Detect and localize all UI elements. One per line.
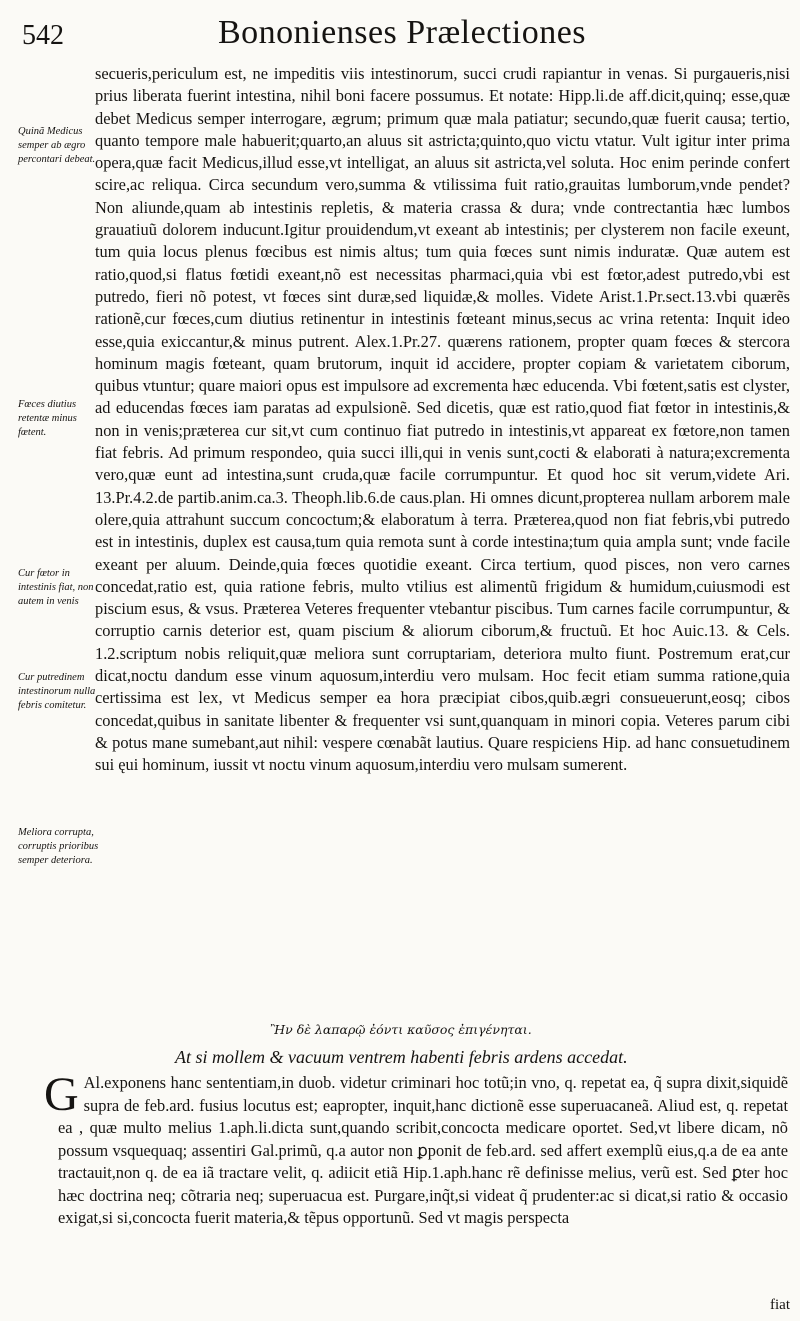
greek-lemma: Ἢν δὲ λαπαρῷ ἐόντι καῦσος ἐπιγένηται. xyxy=(270,1022,532,1037)
drop-cap: G xyxy=(44,1068,79,1121)
margin-note: Quinã Medicus semper ab ægro percontari debeat. xyxy=(18,126,96,165)
margin-note: Cur putredinem intestinorum nulla febris comitetur. xyxy=(18,672,96,711)
commentary-block xyxy=(44,1068,788,1230)
margin-note: Meliora corrupta, corruptis prioribus semper deteriora. xyxy=(18,827,99,866)
latin-lemma: At si mollem & vacuum ventrem habenti febris ardens accedat. xyxy=(175,1047,628,1067)
commentary-text: Al.exponens hanc sententiam,in duob. videtur criminari hoc totũ;in vno, q. repetat ea, q̃ supra dixit,siquidẽ supra de feb.ard. fusius locutus est; eapropter, inquit,hanc dictionẽ esse superuacaneã. Aliud est, q. repetat ea , quæ multo melius 1.aph.li.dicta sunt,quando scribit,concocta medicare oportet. Sed,vt libere dicam, nõ possum vsquequaq; assentiri Gal.primũ, q.a autor non ꝑponit de feb.ard. sed affert exemplũ eius,q.a de ea ante tractauit,non q. de ea iã tractare velit, q. adiicit etiã Hip.1.aph.hanc rẽ definisse melius, verũ est. Sed ꝑter hoc hæc doctrina neq; cõtraria neq; superuacua est. Purgare,inq̃t,si videat q̃ prudenter:ac si dicat,si ratio & occasio exigat,si si,concocta fuerit materia,& tẽpus opportunũ. Sed vt magis perspecta xyxy=(58,1073,788,1227)
page-number: 542 xyxy=(22,20,64,51)
catchword: fiat xyxy=(770,1297,790,1313)
margin-note: Cur fœtor in intestinis fiat, non autem in venis xyxy=(18,568,94,607)
margin-note: Fœces diutius retentæ minus fœtent. xyxy=(18,399,77,438)
running-title: Bononienses Prælectiones xyxy=(218,14,587,51)
main-text-block: secueris,periculum est, ne impeditis viis intestinorum, succi crudi rapiantur in venas. Si purgaueris,nisi prius liberata fuerint intestina, nihil boni facere possumus. Et notate: Hipp.li.de aff.dicit,quinq; esse,quæ debet Medicus semper interrogare, ægrum; primum quæ mala patiatur; secundo,quæ fuerit causa; tertio, quanto tempore male habuerit;quarto,an aluus sit astricta;quinto,quo victu vtatur. Vult igitur inter prima opera,quæ facit Medicus,illud esse,vt intelligat, an aluus sit astricta,vel soluta. Hoc enim perinde confert scire,ac reliqua. Circa secundum vero,summa & vtilissima fuit ratio,grauitas lumborum,vnde pendet? Non aliunde,quam ab intestinis repletis, & materia crassa & dura; vnde contrectantia hæc lumbos grauatiuũ dolorem inducunt.Igitur prouidendum,vt exeant ab intestinis; per clysterem non facile exeunt, tum quia locus plenus fœcibus est nimis altus; tum quia fœces sunt nimis induratæ. Quæ autem est ratio,quod,si flatus fœtidi exeant,nõ est necessitas pharmaci,quia vbi est fœtor,adest putredo,vbi est putredo, fieri nõ potest, vt fœces sint duræ,sed liquidæ,& molles. Videte Arist.1.Pr.sect.13.vbi quærẽs rationẽ,cur fœces,cum diutius retinentur in intestinis fœteant minus,secus ac vrina retenta: Inquit ideo esse,quia exiccantur,& minus putrent. Alex.1.Pr.27. quærens rationem, propter quam fœces & stercora hominum magis fœteant, quam brutorum, inquit id accidere, propter copiam & varietatem ciborum, quibus vtuntur; quare maiori opus est impulsore ad excrementa hæc educenda. Vbi fœtent,satis est clyster, ad educendas fœces iam paratas ad expulsionẽ. Sed dicetis, quæ est ratio,quod fiat fœtor in intestinis,& non in venis;præterea cur sit,vt cum continuo fiat putredo in intestinis,vt appareat ex fœtore,non tamen fiat febris. Ad primum respondeo, quia succi illi,qui in venis sunt,cocti & elaborati à natura;excrementa vero,quæ eunt ad intestina,sunt cruda,quæ facile corrumpuntur. Et quod hoc sit verum,videte Ari. 13.Pr.4.2.de partib.anim.ca.3. Theoph.lib.6.de caus.plan. Hi omnes dicunt,propterea nullam arborem male olere,quia attrahunt succum concoctum;& elaboratum à terra. Præterea,quod non fiat febris,vbi putredo est in intestinis, duplex est causa,tum quia remota sunt à corde intestina;tum quia ampla sunt; vnde facile exeant per aluum. Deinde,quia fœces quotidie exeant. Circa tertium, quod pisces, non vero carnes concedat,ratio est, quia ratione febris, multo vtilius est alimentũ frigidum & humidum,cuiusmodi est piscium esus, & vsus. Præterea Veteres frequenter vtebantur piscibus. Tum carnes facile corrumpuntur, & corruptio carnis deterior est, quam piscium & aliorum ciborum,& fructuũ. Et hoc Auic.13. & Cels. 1.2.scriptum nobis reliquit,quæ meliora sunt corruptariam, deteriora multo fiunt. Postremum erat,cur dicat,noctu dandum esse vinum aquosum,interdiu vero mulsam. Hoc fecit etiam summa ratione,quia certissima est lex, vt Medicus semper ea hora præcipiat cibos,quib.ægri consueuerunt,eosq; cibos concedat,quibus in sanitate libenter & frequenter vsi sunt,quanquam in minori copia. Veteres parum cibi & potus mane sumebant,aut nihil: vespere cœnabãt lautius. Quare respiciens Hip. ad hanc consuetudinem sui ęui hominum, iussit vt noctu vinum aquosum,interdiu vero mulsam sumerent. xyxy=(95,64,791,775)
